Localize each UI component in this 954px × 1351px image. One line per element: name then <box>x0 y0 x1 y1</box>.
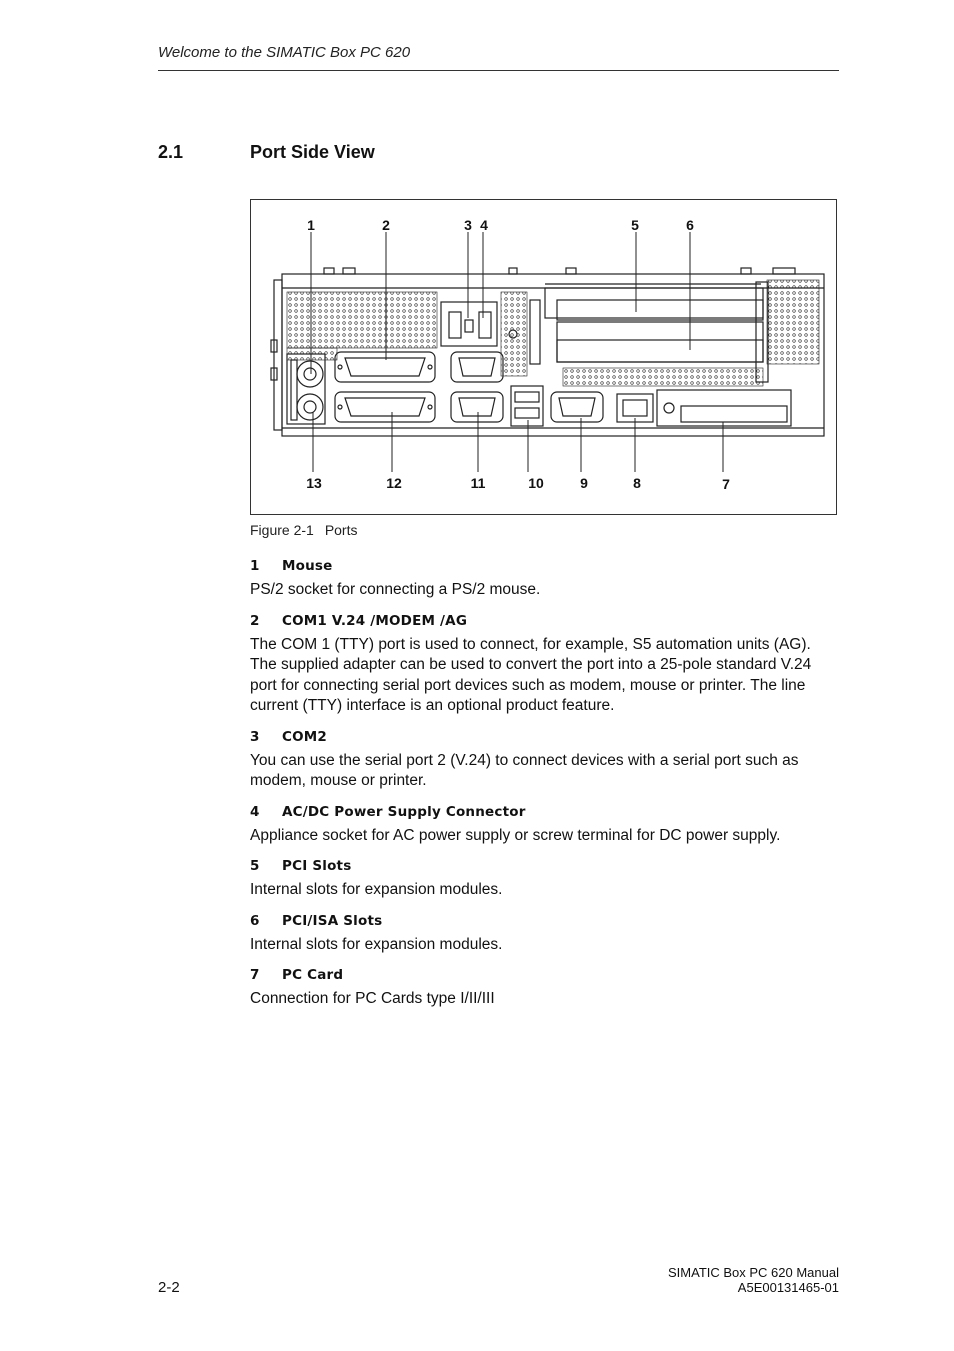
item-description: Internal slots for expansion modules. <box>250 935 503 953</box>
item-description: You can use the serial port 2 (V.24) to connect devices with a serial port such as modem, mouse or printer. <box>250 751 799 789</box>
item-title: PCI Slots <box>282 858 352 874</box>
item-title: COM2 <box>282 728 328 745</box>
usb-ports <box>511 386 543 426</box>
item-number: 1 <box>250 558 260 574</box>
vent-areas <box>287 280 819 386</box>
port-item-com2 <box>250 729 840 792</box>
rj45-port <box>617 394 653 422</box>
db9-and-vga-connectors <box>451 352 503 422</box>
page-number: 2-2 <box>158 1279 180 1296</box>
port-item-mouse <box>250 558 840 601</box>
item-title: PCI/ISA Slots <box>282 912 383 929</box>
port-item-pc-card <box>250 967 840 1010</box>
item-title: COM1 V.24 /MODEM /AG <box>282 612 468 629</box>
port-descriptions <box>250 558 840 1022</box>
callout-7: 7 <box>722 476 730 492</box>
callout-4: 4 <box>480 217 488 233</box>
db25-connectors <box>335 352 435 422</box>
callout-9: 9 <box>580 475 588 491</box>
header-rule <box>158 70 839 71</box>
running-header: Welcome to the SIMATIC Box PC 620 <box>158 44 411 61</box>
ps2-sockets <box>287 354 325 424</box>
item-title: AC/DC Power Supply Connector <box>282 803 526 820</box>
callout-1: 1 <box>307 217 315 233</box>
item-description: Internal slots for expansion modules. <box>250 881 503 898</box>
section-title: Port Side View <box>250 142 375 162</box>
pci-slot-covers <box>530 282 768 382</box>
item-number: 7 <box>250 967 260 983</box>
manual-title: SIMATIC Box PC 620 Manual <box>668 1265 839 1280</box>
callout-11: 11 <box>470 475 486 491</box>
item-title: PC Card <box>282 967 344 983</box>
callout-3: 3 <box>464 217 472 233</box>
figure-caption-label: Figure 2-1 <box>250 522 314 538</box>
callout-13: 13 <box>306 475 322 491</box>
port-item-com1 <box>250 613 840 717</box>
figure-caption <box>250 522 369 538</box>
manual-reference <box>668 1265 839 1295</box>
item-description: PS/2 socket for connecting a PS/2 mouse. <box>250 581 541 598</box>
port-item-power <box>250 804 840 847</box>
port-side-diagram <box>251 200 837 515</box>
item-description: The COM 1 (TTY) port is used to connect, for example, S5 automation units (AG). The supplied adapter can be used to convert the port into a 25-pole standard V.24 port for connecting serial port devices such as modem, mouse or printer. The line current (TTY) interface is an optional product feature. <box>250 635 812 714</box>
item-title: Mouse <box>282 558 333 574</box>
callout-2: 2 <box>382 217 390 233</box>
manual-order-number: A5E00131465-01 <box>737 1280 839 1295</box>
item-description: Connection for PC Cards type I/II/III <box>250 990 495 1007</box>
item-number: 3 <box>250 728 260 745</box>
port-item-pci-slots <box>250 858 840 901</box>
callout-10: 10 <box>528 475 544 491</box>
callout-8: 8 <box>633 475 641 491</box>
item-number: 5 <box>250 858 260 874</box>
pc-card-slot <box>657 390 791 426</box>
callout-5: 5 <box>631 217 639 233</box>
db9-port-lower <box>551 392 603 422</box>
callout-12: 12 <box>386 475 402 491</box>
port-side-figure <box>250 199 837 515</box>
item-description: Appliance socket for AC power supply or screw terminal for DC power supply. <box>250 826 781 844</box>
item-number: 4 <box>250 803 260 820</box>
item-number: 2 <box>250 612 260 629</box>
figure-caption-text: Ports <box>324 522 358 538</box>
item-number: 6 <box>250 912 260 929</box>
callout-6: 6 <box>686 217 694 233</box>
section-number: 2.1 <box>158 142 184 162</box>
port-item-pci-isa-slots <box>250 913 840 956</box>
